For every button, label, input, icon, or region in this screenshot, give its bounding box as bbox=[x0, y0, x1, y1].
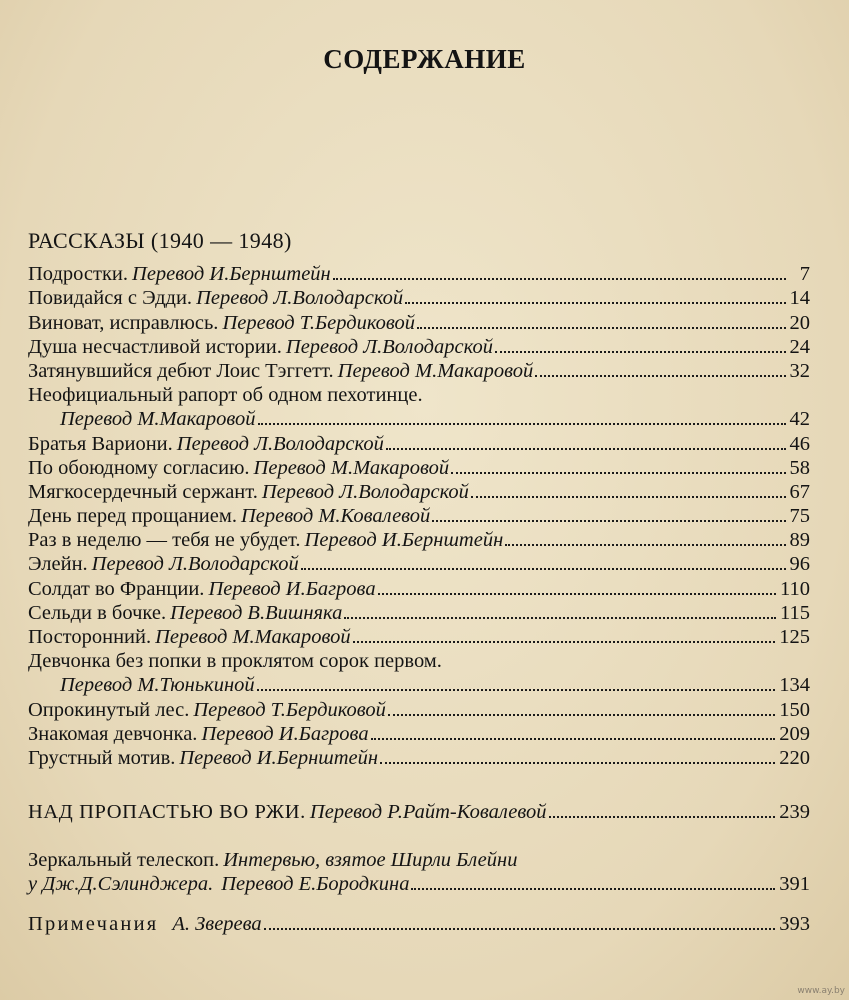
interview-subtitle: Интервью, взятое Ширли Блейни bbox=[223, 849, 518, 872]
dot-leader bbox=[451, 472, 785, 474]
toc-entry bbox=[28, 456, 810, 480]
page-number: 391 bbox=[779, 873, 810, 896]
dot-leader bbox=[505, 544, 785, 546]
page-number: 239 bbox=[779, 801, 810, 824]
dot-leader bbox=[301, 568, 786, 570]
story-translator: Перевод М.Макаровой bbox=[155, 626, 351, 648]
toc-entry bbox=[28, 697, 810, 721]
toc-entry bbox=[28, 335, 810, 359]
toc-entry bbox=[28, 746, 810, 770]
toc-entry bbox=[28, 576, 810, 600]
toc-entry bbox=[28, 480, 810, 504]
page-number: 125 bbox=[779, 626, 810, 648]
section-heading: РАССКАЗЫ (1940 — 1948) bbox=[28, 228, 292, 253]
page-number: 110 bbox=[780, 577, 810, 600]
story-translator: Перевод Т.Бердиковой bbox=[222, 311, 416, 334]
page-number: 42 bbox=[789, 408, 810, 431]
story-translator: Перевод Л.Володарской bbox=[91, 553, 299, 576]
story-translator: Перевод Л.Володарской bbox=[176, 432, 384, 455]
dot-leader bbox=[333, 278, 786, 280]
story-translator: Перевод В.Вишняка bbox=[170, 601, 343, 624]
page-number: 46 bbox=[789, 432, 810, 455]
dot-leader bbox=[549, 816, 776, 818]
toc-entry-title-line bbox=[28, 383, 810, 407]
page-number: 58 bbox=[789, 456, 810, 479]
story-translator: Перевод И.Багрова bbox=[208, 577, 376, 600]
page-number: 20 bbox=[789, 311, 810, 334]
dot-leader bbox=[344, 617, 776, 619]
story-title: Солдат во Франции. bbox=[28, 577, 205, 600]
toc-entry bbox=[28, 504, 810, 528]
interview-title: Зеркальный телескоп. bbox=[28, 849, 220, 872]
page-number: 89 bbox=[789, 529, 810, 552]
dot-leader bbox=[380, 762, 775, 764]
dot-leader bbox=[388, 714, 775, 716]
dot-leader bbox=[495, 351, 786, 353]
toc-entry-title-line bbox=[28, 649, 810, 673]
interview-translator: Перевод Е.Бородкина bbox=[221, 873, 410, 896]
story-title: Душа несчастливой истории. bbox=[28, 335, 282, 358]
story-title: Посторонний. bbox=[28, 626, 152, 648]
story-translator: Перевод Л.Володарской bbox=[261, 480, 469, 503]
toc-entry bbox=[28, 431, 810, 455]
story-title: Раз в неделю — тебя не убудет. bbox=[28, 529, 301, 552]
page-number: 134 bbox=[779, 674, 810, 697]
toc-entry bbox=[28, 262, 810, 286]
toc-entry bbox=[28, 722, 810, 746]
page-number: 393 bbox=[779, 913, 810, 936]
page-number: 115 bbox=[780, 601, 810, 624]
toc-entry bbox=[28, 601, 810, 625]
page-number: 150 bbox=[779, 698, 810, 721]
story-translator: Перевод М.Макаровой bbox=[60, 408, 256, 431]
toc-entry bbox=[28, 407, 810, 431]
story-title: День перед прощанием. bbox=[28, 505, 237, 528]
story-title: Повидайся с Эдди. bbox=[28, 287, 193, 310]
page-number: 75 bbox=[789, 505, 810, 528]
story-translator: Перевод И.Бернштейн bbox=[179, 746, 379, 769]
story-title: Мягкосердечный сержант. bbox=[28, 480, 258, 503]
notes-author: А. Зверева bbox=[172, 913, 262, 936]
story-translator: Перевод И.Багрова bbox=[201, 722, 369, 745]
page-number: 209 bbox=[779, 722, 810, 745]
story-title: Виноват, исправлюсь. bbox=[28, 311, 219, 334]
interview-entry bbox=[28, 848, 810, 896]
toc-entry bbox=[28, 286, 810, 310]
story-translator: Перевод Т.Бердиковой bbox=[193, 698, 386, 721]
dot-leader bbox=[353, 641, 776, 643]
page-number: 67 bbox=[789, 480, 810, 503]
dot-leader bbox=[432, 520, 785, 522]
story-title: Братья Вариони. bbox=[28, 432, 173, 455]
story-title: Знакомая девчонка. bbox=[28, 722, 198, 745]
dot-leader bbox=[405, 302, 785, 304]
stories-list bbox=[28, 262, 810, 770]
story-title: Подростки. bbox=[28, 263, 129, 286]
dot-leader bbox=[411, 888, 775, 890]
page-number: 96 bbox=[789, 553, 810, 576]
dot-leader bbox=[386, 448, 786, 450]
toc-entry bbox=[28, 625, 810, 649]
page-number: 7 bbox=[799, 263, 810, 286]
story-title: Затянувшийся дебют Лоис Тэггетт. bbox=[28, 359, 334, 382]
story-translator: Перевод М.Макаровой bbox=[337, 359, 534, 382]
dot-leader bbox=[257, 689, 776, 691]
notes-entry bbox=[28, 912, 810, 936]
novel-translator: Перевод Р.Райт-Ковалевой bbox=[309, 801, 547, 824]
story-translator: Перевод М.Тюнькиной bbox=[60, 674, 255, 697]
dot-leader bbox=[471, 496, 786, 498]
toc-entry bbox=[28, 310, 810, 334]
dot-leader bbox=[258, 423, 786, 425]
novel-title: НАД ПРОПАСТЬЮ ВО РЖИ. bbox=[28, 801, 306, 824]
story-title: Девчонка без попки в проклятом сорок первом. bbox=[28, 650, 442, 673]
toc-entry bbox=[28, 359, 810, 383]
page-number: 220 bbox=[779, 746, 810, 769]
page-number: 14 bbox=[789, 287, 810, 310]
story-title: Грустный мотив. bbox=[28, 746, 176, 769]
notes-title: Примечания bbox=[28, 913, 159, 936]
story-title: Неофициальный рапорт об одном пехотинце. bbox=[28, 384, 423, 407]
dot-leader bbox=[264, 928, 776, 930]
watermark: www.ay.by bbox=[797, 986, 845, 996]
dot-leader bbox=[371, 738, 776, 740]
toc-entry bbox=[28, 528, 810, 552]
story-translator: Перевод Л.Володарской bbox=[285, 335, 493, 358]
page-number: 32 bbox=[789, 359, 810, 382]
story-translator: Перевод Л.Володарской bbox=[196, 287, 404, 310]
novel-entry bbox=[28, 800, 810, 824]
story-title: Опрокинутый лес. bbox=[28, 698, 190, 721]
page-title: СОДЕРЖАНИЕ bbox=[323, 44, 526, 74]
story-title: Сельди в бочке. bbox=[28, 601, 167, 624]
page-number: 24 bbox=[789, 335, 810, 358]
story-translator: Перевод И.Бернштейн bbox=[304, 529, 504, 552]
story-title: По обоюдному согласию. bbox=[28, 456, 250, 479]
dot-leader bbox=[535, 375, 785, 377]
story-title: Элейн. bbox=[28, 553, 88, 576]
story-translator: Перевод И.Бернштейн bbox=[132, 263, 331, 286]
story-translator: Перевод М.Макаровой bbox=[253, 456, 450, 479]
story-translator: Перевод М.Ковалевой bbox=[240, 505, 431, 528]
toc-entry bbox=[28, 673, 810, 697]
dot-leader bbox=[378, 593, 776, 595]
dot-leader bbox=[417, 327, 785, 329]
interview-line2: у Дж.Д.Сэлинджера. bbox=[28, 873, 214, 896]
toc-entry bbox=[28, 552, 810, 576]
